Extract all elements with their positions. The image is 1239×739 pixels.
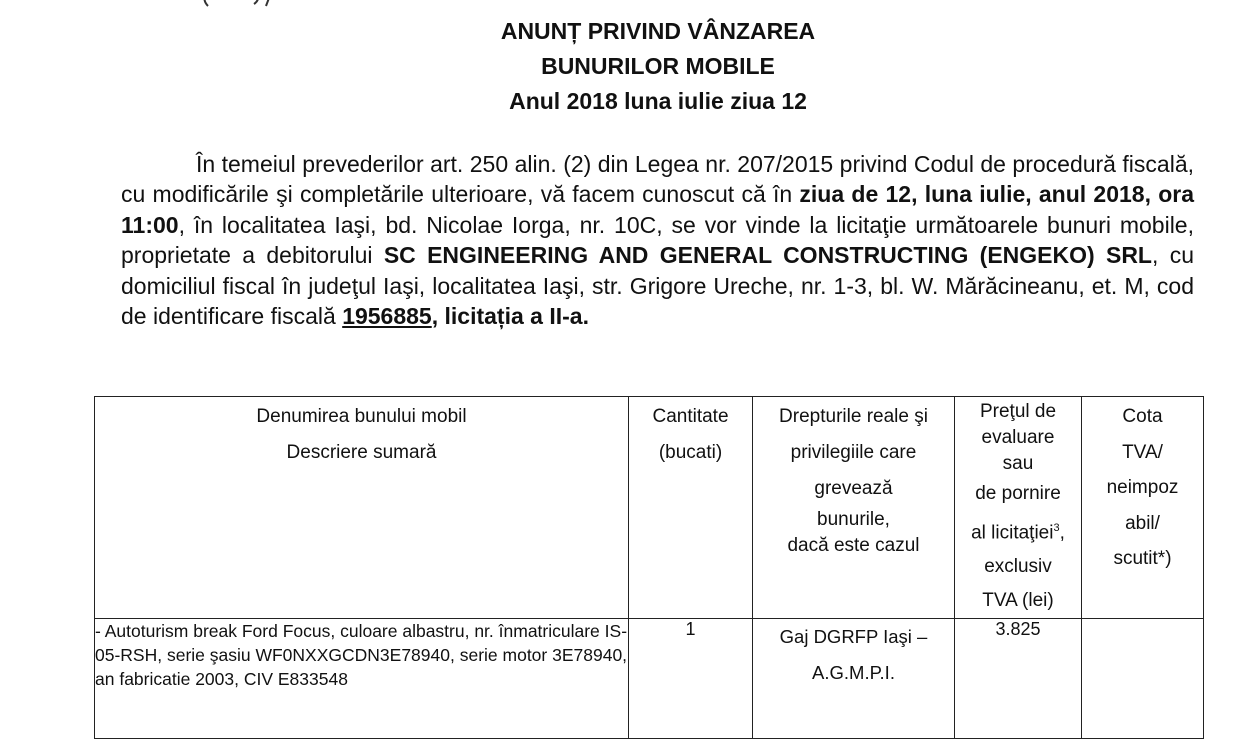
auction-round: , licitația a II-a. xyxy=(431,303,589,330)
intro-paragraph xyxy=(121,149,1194,331)
header-price-line4: de pornire xyxy=(975,483,1061,504)
header-vat-line2: TVA/ xyxy=(1122,441,1163,463)
header-price-line5-text: al licitaţiei xyxy=(971,522,1054,544)
header-price-start xyxy=(955,511,1081,550)
header-price xyxy=(955,397,1082,619)
header-description-line2: Descriere sumară xyxy=(286,442,437,463)
header-price-line7: TVA (lei) xyxy=(982,590,1054,612)
header-price-line5 xyxy=(955,477,1081,511)
header-vat-line5: scutit*) xyxy=(1113,548,1172,569)
title-line-1: ANUNȚ PRIVIND VÂNZAREA xyxy=(500,18,816,44)
header-liens xyxy=(753,397,955,619)
item-price: 3.825 xyxy=(955,619,1082,739)
header-price-line2: evaluare xyxy=(981,427,1055,448)
header-quantity xyxy=(629,397,753,619)
header-liens-line4: bunurile, xyxy=(817,509,890,530)
intro-text-3: , cu domiciliul fiscal în judeţul Iaşi, localitatea Iaşi, str. Grigore Ureche, nr. 1-3, bl. W. Mărăcineanu, et. M, cod de identificare fiscală xyxy=(121,242,1194,330)
header-quantity-line1: Cantitate xyxy=(652,406,729,427)
item-description: - Autoturism break Ford Focus, culoare albastru, nr. înmatriculare IS-05-RSH, serie şasiu WF0NXXGCDN3E78940, serie motor 3E78940, an fabricatie 2003, CIV E833548 xyxy=(95,619,629,739)
header-vat-line1: Cota xyxy=(1122,406,1163,427)
item-liens: Gaj DGRFP Iaşi – A.G.M.P.I. xyxy=(753,619,955,739)
header-vat-line4: abil/ xyxy=(1125,512,1160,534)
header-description xyxy=(95,397,629,619)
table-header-row xyxy=(95,397,1204,619)
title-line-3: Anul 2018 luna iulie ziua 12 xyxy=(509,88,807,114)
title-line-2: BUNURILOR MOBILE xyxy=(541,53,775,79)
auction-date: ziua de 12, luna iulie, anul 2018, ora 11:00 xyxy=(121,181,1195,238)
header-price-line3: sau xyxy=(1002,453,1034,474)
header-liens-line2: privilegiile care xyxy=(790,442,917,463)
goods-table xyxy=(94,396,1204,739)
debtor-name: SC ENGINEERING AND GENERAL CONSTRUCTING (ENGEKO) SRL xyxy=(383,242,1152,269)
document-title xyxy=(0,14,1239,119)
item-vat xyxy=(1082,619,1204,739)
table-row xyxy=(95,619,1204,739)
header-liens-line3: grevează xyxy=(814,478,893,499)
header-vat xyxy=(1082,397,1204,619)
header-vat-line3: neimpoz xyxy=(1106,477,1179,498)
header-price-line1: Preţul de xyxy=(979,401,1057,422)
item-quantity: 1 xyxy=(629,619,753,739)
footnote-marker: 3 xyxy=(1053,522,1060,534)
header-liens-line5: dacă este cazul xyxy=(787,535,920,556)
header-description-line1: Denumirea bunului mobil xyxy=(256,406,467,427)
header-price-comma: , xyxy=(1059,522,1065,544)
header-liens-line1: Drepturile reale şi xyxy=(779,406,928,427)
header-quantity-line2: (bucati) xyxy=(658,442,723,463)
fiscal-code: 1956885 xyxy=(342,303,432,330)
intro-text-1: În temeiul prevederilor art. 250 alin. (2) din Legea nr. 207/2015 privind Codul de procedură fiscală, cu modificările şi completările ulterioare, vă facem cunoscut că în xyxy=(121,151,1194,208)
header-price-line6: exclusiv xyxy=(984,556,1052,578)
intro-text-2: , în localitatea Iaşi, bd. Nicolae Iorga, nr. 10C, se vor vinde la licitaţie următoarele bunuri mobile, proprietate a debitorului xyxy=(121,211,1194,269)
